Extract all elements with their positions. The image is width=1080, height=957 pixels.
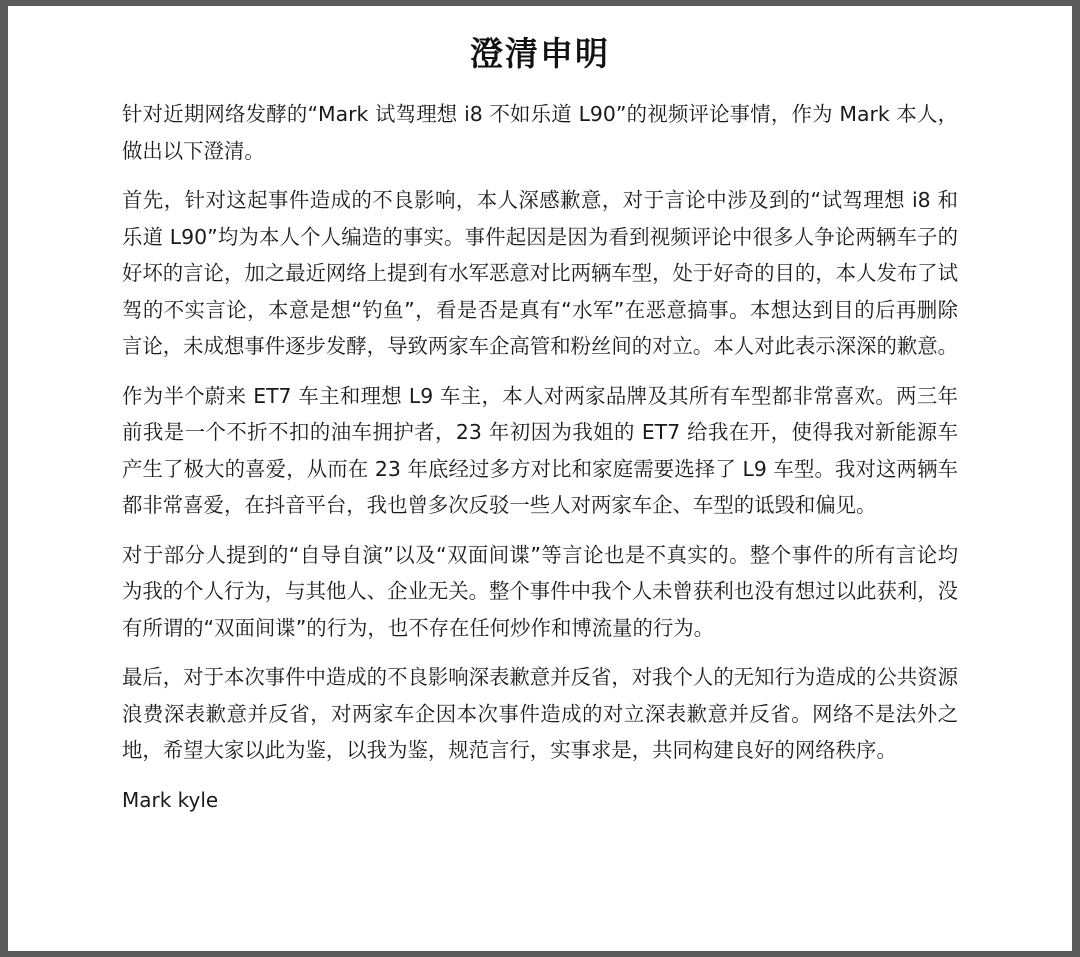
document-page (8, 6, 1072, 951)
signature: Mark kyle (122, 787, 219, 812)
paragraph-intro: 针对近期网络发酵的“Mark 试驾理想 i8 不如乐道 L90”的视频评论事情，作为 Mark 本人，做出以下澄清。 (122, 102, 958, 163)
paragraph-ownership: 作为半个蔚来 ET7 车主和理想 L9 车主，本人对两家品牌及其所有车型都非常喜欢。两三年前我是一个不折不扣的油车拥护者，23 年初因为我姐的 ET7 给我在开，使得我对新能源车产生了极大的喜爱，从而在 23 年底经过多方对比和家庭需要选择了 L9 车型。我对这两辆车都非常喜爱，在抖音平台，我也曾多次反驳一些人对两家车企、车型的诋毁和偏见。 (122, 383, 958, 517)
statement-body (122, 96, 958, 818)
paragraph-apology: 首先，针对这起事件造成的不良影响，本人深感歉意，对于言论中涉及到的“试驾理想 i8 和乐道 L90”均为本人个人编造的事实。事件起因是因为看到视频评论中很多人争论两辆车子的好坏的言论，加之最近网络上提到有水军恶意对比两辆车型，处于好奇的目的，本人发布了试驾的不实言论，本意是想“钓鱼”，看是否是真有“水军”在恶意搞事。本想达到目的后再删除言论，未成想事件逐步发酵，导致两家车企高管和粉丝间的对立。本人对此表示深深的歉意。 (122, 188, 959, 358)
page-title: 澄清申明 (470, 34, 610, 73)
paragraph-conclusion: 最后，对于本次事件中造成的不良影响深表歉意并反省，对我个人的无知行为造成的公共资源浪费深表歉意并反省，对两家车企因本次事件造成的对立深表歉意并反省。网络不是法外之地，希望大家以此为鉴，以我为鉴，规范言行，实事求是，共同构建良好的网络秩序。 (122, 665, 959, 762)
paragraph-denial: 对于部分人提到的“自导自演”以及“双面间谍”等言论也是不真实的。整个事件的所有言论均为我的个人行为，与其他人、企业无关。整个事件中我个人未曾获利也没有想过以此获利，没有所谓的“双面间谍”的行为，也不存在任何炒作和博流量的行为。 (122, 542, 959, 640)
